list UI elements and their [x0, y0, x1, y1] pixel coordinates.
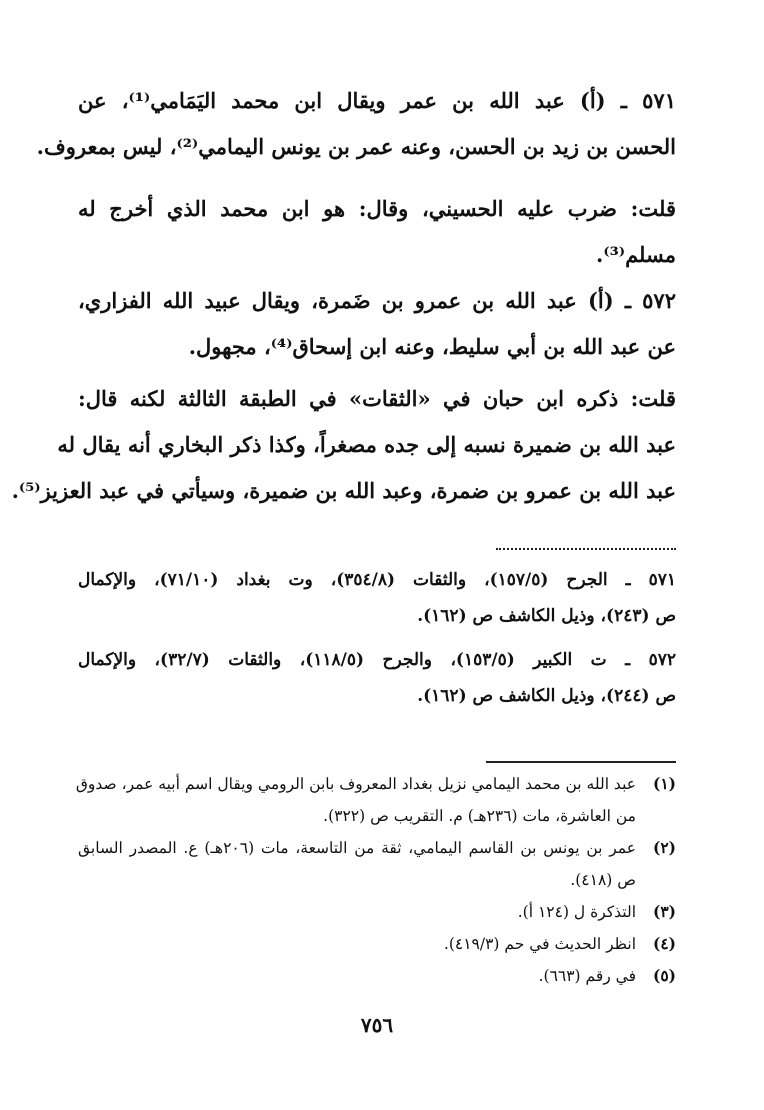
reference-571 — [78, 562, 676, 634]
entry-line: قلت: ذكره ابن حبان في «الثقات» في الطبقة الثالثة لكنه قال: — [78, 386, 676, 411]
footnote-line: في رقم (٦٦٣). — [538, 967, 636, 985]
footnotes-divider — [486, 761, 676, 763]
footnote — [78, 896, 676, 928]
entry-line: عبد الله بن عمرو بن ضمرة، وعبد الله بن ضميرة، وسيأتي في عبد العزيز⁽⁵⁾. — [11, 478, 676, 503]
entry-line: مسلم⁽³⁾. — [596, 242, 676, 267]
references-divider — [496, 548, 676, 550]
footnote-number: (١) — [652, 774, 676, 793]
footnote-line: التذكرة ل (١٢٤ أ). — [517, 903, 636, 921]
footnote-line: عمر بن يونس بن القاسم اليمامي، ثقة من التاسعة، مات (٢٠٦هـ) ع. المصدر السابق — [78, 839, 636, 857]
entry-line: ٥٧٢ ـ (أ) عبد الله بن عمرو بن ضَمرة، ويقال عبيد الله الفزاري، — [78, 288, 676, 313]
footnote — [78, 832, 676, 896]
reference-line: ٥٧٢ ـ ت الكبير (١٥٣/٥)، والجرح (١١٨/٥)، والثقات (٣٢/٧)، والإكمال — [78, 650, 677, 670]
footnote — [78, 960, 676, 992]
reference-572 — [78, 642, 676, 714]
footnote-text — [78, 928, 636, 960]
footnote — [75, 768, 676, 832]
footnote-text — [76, 768, 636, 832]
entry-line: عبد الله بن ضميرة نسبه إلى جده مصغراً، وكذا ذكر البخاري أنه يقال له — [57, 432, 676, 457]
footnote-number: (٣) — [652, 902, 676, 921]
entry-line: ٥٧١ ـ (أ) عبد الله بن عمر ويقال ابن محمد اليَمَامي⁽¹⁾، عن — [78, 88, 676, 113]
note-572 — [11, 376, 676, 514]
footnote-text — [78, 960, 636, 992]
note-571 — [78, 186, 676, 278]
footnotes — [75, 768, 676, 992]
footnote-number: (٤) — [652, 934, 676, 953]
page — [11, 78, 677, 1058]
footnote-line: ص (٤١٨). — [570, 871, 636, 889]
footnote-number: (٥) — [652, 966, 676, 985]
entry-571 — [36, 78, 676, 170]
footnote-line: انظر الحديث في حم (٤١٩/٣). — [443, 935, 636, 953]
entry-line: عن عبد الله بن أبي سليط، وعنه ابن إسحاق⁽⁴⁾، مجهول. — [188, 334, 676, 359]
footnote — [78, 928, 676, 960]
entry-line: قلت: ضرب عليه الحسيني، وقال: هو ابن محمد الذي أخرج له — [78, 196, 676, 221]
page-number: ٧٥٦ — [360, 1013, 394, 1037]
footnote-line: من العاشرة، مات (٢٣٦هـ) م. التقريب ص (٣٢٢). — [323, 807, 636, 825]
reference-line: ص (٢٤٣)، وذيل الكاشف ص (١٦٢). — [417, 606, 676, 626]
reference-line: ص (٢٤٤)، وذيل الكاشف ص (١٦٢). — [417, 686, 676, 706]
entry-572 — [78, 278, 676, 370]
footnote-text — [78, 832, 636, 896]
footnote-text — [78, 896, 636, 928]
entry-line: الحسن بن زيد بن الحسن، وعنه عمر بن يونس اليمامي⁽²⁾، ليس بمعروف. — [36, 134, 676, 159]
footnote-line: عبد الله بن محمد اليمامي نزيل بغداد المعروف بابن الرومي ويقال اسم أبيه عمر، صدوق — [75, 775, 636, 793]
footnote-number: (٢) — [652, 838, 676, 857]
reference-line: ٥٧١ ـ الجرح (١٥٧/٥)، والثقات (٣٥٤/٨)، وت بغداد (٧١/١٠)، والإكمال — [78, 570, 676, 590]
